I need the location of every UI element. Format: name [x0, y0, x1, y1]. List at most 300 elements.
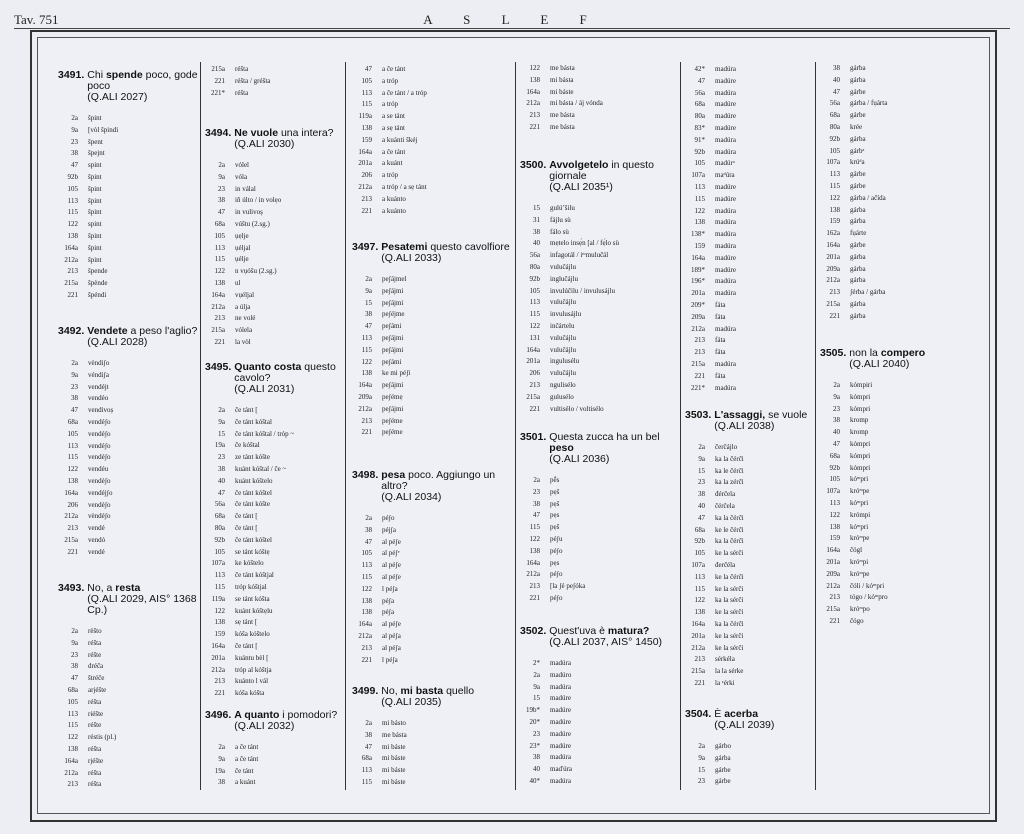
locality-id: 19a	[214, 766, 225, 775]
dialect-form: gulúʼšilu	[550, 204, 575, 212]
dialect-form: inčártelu	[550, 321, 575, 330]
dialect-form: madúre	[550, 706, 571, 715]
list-item	[520, 238, 676, 250]
question-text: se vuole	[765, 409, 808, 421]
locality-id: 159	[829, 217, 840, 226]
locality-id: 92b	[694, 147, 705, 156]
dialect-form: čérčela	[715, 501, 735, 510]
locality-id: 56a	[829, 99, 840, 108]
list-item	[58, 125, 198, 137]
dialect-form: madúra	[715, 241, 736, 250]
dialect-form: gárbe	[850, 111, 866, 120]
locality-id: 47	[533, 511, 540, 520]
list-item	[685, 666, 813, 678]
list-item	[685, 584, 813, 596]
list-item	[520, 717, 676, 729]
locality-id: 47	[833, 87, 840, 96]
list-item	[820, 415, 985, 427]
locality-id: 113	[361, 561, 372, 570]
question-text: No, a	[87, 582, 116, 594]
list-item	[520, 297, 676, 309]
locality-id: 38	[71, 149, 78, 158]
list-item	[820, 181, 985, 193]
locality-id: 201a	[526, 357, 540, 366]
locality-id: 164a	[691, 253, 705, 262]
dialect-form: čóli / kóᵐpri	[850, 581, 885, 590]
locality-id: 56a	[694, 88, 705, 97]
list-item	[205, 160, 343, 172]
dialect-form: ka la čérči	[715, 619, 744, 628]
header-rule	[14, 28, 1010, 29]
locality-id: 122	[67, 733, 78, 742]
list-item	[685, 182, 813, 194]
keyword: Quanto costa	[234, 361, 302, 373]
dialect-form: ka la čérči	[715, 537, 744, 546]
list-item	[58, 358, 198, 370]
list-item	[58, 429, 198, 441]
entry-question	[87, 70, 198, 103]
dialect-form: mi báste	[382, 777, 406, 786]
list-item	[352, 753, 512, 765]
entry-heading	[205, 710, 343, 732]
locality-id: 213	[829, 593, 840, 602]
dialect-form: gárbe	[715, 765, 731, 774]
locality-id: 38	[218, 778, 225, 787]
list-item	[205, 405, 343, 417]
entry	[520, 626, 676, 788]
dialect-form: vendéjʃo	[88, 488, 113, 497]
locality-id: 47	[71, 161, 78, 170]
entry-question	[849, 348, 985, 370]
list-item	[520, 203, 676, 215]
list-item	[352, 76, 512, 88]
locality-id: 40*	[529, 776, 540, 785]
locality-id: 2a	[71, 114, 78, 122]
dialect-form: peʃámi	[382, 357, 402, 366]
dialect-form: al péʃe	[382, 537, 401, 546]
locality-id: 115	[361, 100, 372, 109]
list-item	[352, 321, 512, 333]
dialect-form: vulučájlu	[550, 333, 577, 342]
locality-id: 92b	[829, 463, 840, 472]
dialect-form: madúra	[550, 753, 571, 762]
dialect-form: fálo sù	[550, 227, 569, 236]
list-item	[58, 266, 198, 278]
dialect-form: madúra	[550, 776, 571, 785]
list-item	[685, 753, 813, 765]
dialect-form: kómpiri	[850, 381, 873, 389]
list-item	[520, 729, 676, 741]
source-reference: (Q.ALI 2034)	[381, 491, 442, 503]
dialect-form: se tánt kóštẹ	[235, 547, 270, 556]
list-item	[820, 522, 985, 534]
list-item	[520, 122, 676, 134]
dialect-form: madúre	[550, 741, 571, 750]
list-item	[520, 286, 676, 298]
list-item	[685, 595, 813, 607]
locality-id: 47	[698, 76, 705, 85]
list-item	[205, 754, 343, 766]
dialect-form: madúre	[715, 100, 736, 109]
entry-heading	[352, 470, 512, 503]
locality-id: 47	[365, 537, 372, 546]
list-item	[685, 572, 813, 584]
entry	[520, 432, 676, 605]
list-item	[58, 452, 198, 464]
question-text: No,	[381, 685, 401, 697]
list-item	[205, 219, 343, 231]
dialect-form: špent	[88, 137, 103, 146]
question-text: i pomodori?	[279, 709, 338, 721]
entry-heading	[520, 432, 676, 465]
locality-id: 68a	[361, 754, 372, 763]
dialect-form: peʃámi	[382, 322, 402, 331]
question-text: non la	[849, 347, 881, 359]
locality-id: 221	[67, 547, 78, 556]
locality-id: 40	[833, 75, 840, 84]
dialect-form: madúra	[715, 289, 736, 298]
dialect-form: a če tánt	[382, 147, 406, 156]
entry-number: 3497.	[352, 241, 379, 253]
question-text: Questa zucca ha un bel	[549, 431, 660, 443]
locality-id: 213	[361, 416, 372, 425]
column-divider	[200, 62, 201, 790]
dialect-form: ka le čérči	[715, 466, 744, 475]
locality-id: 107a	[826, 158, 840, 167]
dialect-form: kóᵐpri	[850, 522, 869, 531]
dialect-form: mẹtelo insẹ́n [al / fẹ́lo sù	[550, 239, 620, 248]
locality-id: 38	[365, 310, 372, 319]
list-item	[820, 498, 985, 510]
list-item	[352, 111, 512, 123]
list-item	[520, 215, 676, 227]
list-item	[685, 513, 813, 525]
list-item	[205, 606, 343, 618]
dialect-form: peʃájmi	[382, 298, 404, 307]
list-item	[685, 170, 813, 182]
locality-id: 105	[214, 547, 225, 556]
list-item	[205, 266, 343, 278]
list-item	[205, 337, 343, 349]
list-item	[685, 678, 813, 690]
list-item	[685, 466, 813, 478]
list-item	[685, 489, 813, 501]
dialect-form: madúra	[550, 682, 571, 691]
locality-id: 105	[694, 549, 705, 558]
dialect-form: in vulivoș	[235, 208, 263, 217]
locality-id: 138	[67, 476, 78, 485]
entry-question	[549, 160, 676, 193]
locality-id: 221	[529, 122, 540, 131]
list-item	[205, 243, 343, 255]
locality-id: 47	[71, 406, 78, 415]
dialect-form: ka la zérči	[715, 478, 744, 487]
dialect-form: fáta	[715, 336, 726, 345]
locality-id: 164a	[691, 619, 705, 628]
locality-id: 92b	[694, 537, 705, 546]
entry-heading	[685, 410, 813, 432]
dialect-form: špint	[88, 243, 102, 252]
list-item	[205, 488, 343, 500]
locality-id: 212a	[526, 99, 540, 108]
locality-id: 215a	[691, 667, 705, 676]
entry	[685, 709, 813, 788]
dialect-form: fụárte	[850, 229, 867, 238]
locality-id: 105	[67, 184, 78, 193]
list-item	[58, 113, 198, 125]
dialect-form: vèndiʃo	[88, 359, 110, 367]
dialect-form: gárbe	[715, 777, 731, 786]
dialect-form: vendéʃo	[88, 429, 111, 438]
locality-id: 206	[529, 369, 540, 378]
list-item	[352, 513, 512, 525]
entry-continuation	[520, 63, 676, 134]
list-item	[58, 488, 198, 500]
list-item	[820, 240, 985, 252]
list-item	[520, 345, 676, 357]
list-item	[352, 392, 512, 404]
question-text: poco, gode poco	[87, 69, 198, 92]
list-item	[205, 476, 343, 488]
locality-id: 80a	[694, 112, 705, 121]
dialect-form: invulúčilu / invulusájlu	[550, 286, 615, 295]
dialect-form: špende	[88, 267, 108, 276]
locality-id: 212a	[691, 324, 705, 333]
dialect-form: al péʃe	[382, 561, 401, 570]
list-item	[205, 582, 343, 594]
entry-heading	[820, 348, 985, 370]
locality-id: 80a	[829, 122, 840, 131]
list-item	[520, 741, 676, 753]
locality-id: 115	[361, 345, 372, 354]
list-item	[58, 697, 198, 709]
list-item	[205, 688, 343, 700]
dialect-form: gárba	[850, 205, 866, 214]
dialect-form: vendéu	[88, 465, 109, 474]
dialect-form: tróp kóštjal	[235, 582, 267, 591]
list-item	[205, 290, 343, 302]
locality-id: 38	[533, 753, 540, 762]
dialect-form: réstis (pl.)	[88, 733, 117, 742]
dialect-form: riéšte	[88, 709, 104, 718]
dialect-form: gárba	[850, 134, 866, 143]
locality-id: 105	[529, 286, 540, 295]
entry-question	[549, 432, 676, 465]
dialect-form: madúra	[715, 383, 736, 392]
locality-id: 113	[829, 170, 840, 179]
locality-id: 115	[214, 582, 225, 591]
list-item	[58, 732, 198, 744]
dialect-form: ke la sérči	[715, 643, 744, 652]
dialect-form: infagotál / iᵐmulučál	[550, 251, 609, 260]
dialect-form: arjéšte	[88, 685, 107, 694]
list-item	[205, 254, 343, 266]
dialect-form: vendéjt	[88, 382, 109, 391]
locality-id: 38	[365, 730, 372, 739]
locality-id: 162a	[826, 229, 840, 238]
list-item	[520, 392, 676, 404]
question-text: Quest'uva è	[549, 625, 608, 637]
locality-id: 138	[361, 608, 372, 617]
entry-heading	[58, 583, 198, 616]
dialect-form: se tánt kóšta	[235, 594, 270, 603]
locality-id: 122	[529, 534, 540, 543]
list-item	[352, 560, 512, 572]
locality-id: 212a	[211, 302, 225, 311]
locality-id: 164a	[826, 240, 840, 249]
dialect-form: réšta / gréšta	[235, 76, 271, 85]
locality-id: 221*	[691, 383, 705, 392]
source-reference: (Q.ALI 2037, AIS° 1450)	[549, 636, 663, 648]
dialect-form: dréča	[88, 662, 104, 671]
dialect-form: madúra	[715, 324, 736, 333]
dialect-form: ka la čérči	[715, 513, 744, 522]
list-item	[352, 548, 512, 560]
question-text: a peso l'aglio?	[127, 325, 198, 337]
dialect-form: ke la čérči	[715, 572, 744, 581]
dialect-form: štréče	[88, 674, 105, 683]
dialect-form: madúre	[715, 265, 736, 274]
list-item	[58, 382, 198, 394]
dialect-form: špint	[88, 231, 102, 240]
locality-id: 2a	[698, 443, 705, 451]
dialect-form: madúrᵃ	[715, 159, 735, 168]
entry-question	[714, 709, 813, 731]
dialect-form: če tánt kóštel	[235, 535, 272, 544]
list-item	[58, 768, 198, 780]
locality-id: 113	[361, 88, 372, 97]
locality-id: 212a	[64, 255, 78, 264]
locality-id: 105	[67, 697, 78, 706]
list-item	[685, 147, 813, 159]
locality-id: 23	[71, 382, 78, 391]
keyword: Ne vuole	[234, 127, 279, 139]
list-item	[820, 275, 985, 287]
locality-id: 138*	[691, 230, 705, 239]
dialect-form: a tróp	[382, 100, 399, 109]
list-item	[685, 741, 813, 753]
list-item	[352, 643, 512, 655]
list-item	[58, 464, 198, 476]
locality-id: 122	[529, 321, 540, 330]
dialect-form: ze tánt kóšte	[235, 453, 270, 462]
locality-id: 206	[67, 500, 78, 509]
list-item	[352, 427, 512, 439]
dialect-form: péʃo	[550, 570, 563, 579]
dialect-form: madúra	[715, 218, 736, 227]
locality-id: 215a	[211, 326, 225, 335]
list-item	[352, 607, 512, 619]
list-item	[205, 302, 343, 314]
dialect-form: al péʃa	[382, 643, 401, 652]
dialect-form: madúro	[550, 670, 572, 679]
locality-id: 105	[214, 231, 225, 240]
locality-id: 92b	[67, 172, 78, 181]
entry-heading	[685, 709, 813, 731]
dialect-form: mi báste	[382, 766, 406, 775]
dialect-form: vendéʃo	[88, 417, 111, 426]
locality-id: 164a	[64, 488, 78, 497]
list-item	[520, 764, 676, 776]
dialect-form: a sẹ tánt	[382, 123, 405, 132]
locality-id: 9a	[533, 682, 540, 691]
list-item	[820, 439, 985, 451]
entry-heading	[520, 160, 676, 193]
list-item	[520, 658, 676, 670]
entry	[352, 242, 512, 439]
dialect-form: ke la sérči	[715, 584, 744, 593]
list-item	[352, 404, 512, 416]
source-reference: (Q.ALI 2035)	[381, 696, 442, 708]
locality-id: 105	[829, 475, 840, 484]
dialect-form: če tánt [	[235, 406, 258, 414]
dialect-form: a kuánto	[382, 206, 406, 215]
dialect-form: spint	[88, 220, 102, 229]
dialect-form: ka la sérči	[715, 596, 744, 605]
locality-id: 119a	[358, 112, 372, 121]
list-item	[685, 347, 813, 359]
dialect-form: madúre	[715, 76, 736, 85]
locality-id: 189*	[691, 265, 705, 274]
locality-id: 9a	[218, 172, 225, 181]
list-item	[820, 581, 985, 593]
locality-id: 138	[694, 608, 705, 617]
list-item	[205, 417, 343, 429]
locality-id: 215a	[64, 279, 78, 288]
locality-id: 19b*	[526, 706, 540, 715]
entry	[58, 583, 198, 791]
list-item	[352, 147, 512, 159]
dialect-form: špejnt	[88, 149, 105, 158]
dialect-form: čógl	[850, 546, 863, 555]
locality-id: 221*	[211, 88, 225, 97]
entry-question	[87, 583, 198, 616]
list-item	[520, 558, 676, 570]
locality-id: 131	[529, 333, 540, 342]
dialect-form: vóla	[235, 172, 248, 181]
dialect-form: gárba	[850, 264, 866, 273]
dialect-form: gárba	[850, 217, 866, 226]
list-item	[820, 404, 985, 416]
list-item	[352, 309, 512, 321]
locality-id: 113	[361, 333, 372, 342]
entry-number: 3502.	[520, 625, 547, 637]
dialect-form: rjéšte	[88, 756, 104, 765]
list-item	[685, 619, 813, 631]
dialect-form: vendé	[88, 524, 105, 533]
locality-id: 38	[71, 662, 78, 671]
locality-id: 47	[218, 488, 225, 497]
dialect-form: la ᶻérki	[715, 678, 735, 687]
dialect-form: réšta	[88, 780, 102, 789]
locality-id: 15	[218, 429, 225, 438]
list-item	[352, 718, 512, 730]
locality-id: 115	[529, 523, 540, 532]
locality-id: 2a	[71, 627, 78, 635]
entry-heading	[205, 362, 343, 395]
entry-heading	[520, 626, 676, 648]
keyword: resta	[115, 582, 141, 594]
list-item	[352, 64, 512, 76]
list-item	[820, 228, 985, 240]
locality-id: 138	[694, 218, 705, 227]
list-item	[352, 274, 512, 286]
list-item	[820, 392, 985, 404]
list-item	[352, 655, 512, 667]
list-item	[58, 160, 198, 172]
locality-id: 119a	[211, 594, 225, 603]
locality-id: 23	[218, 184, 225, 193]
